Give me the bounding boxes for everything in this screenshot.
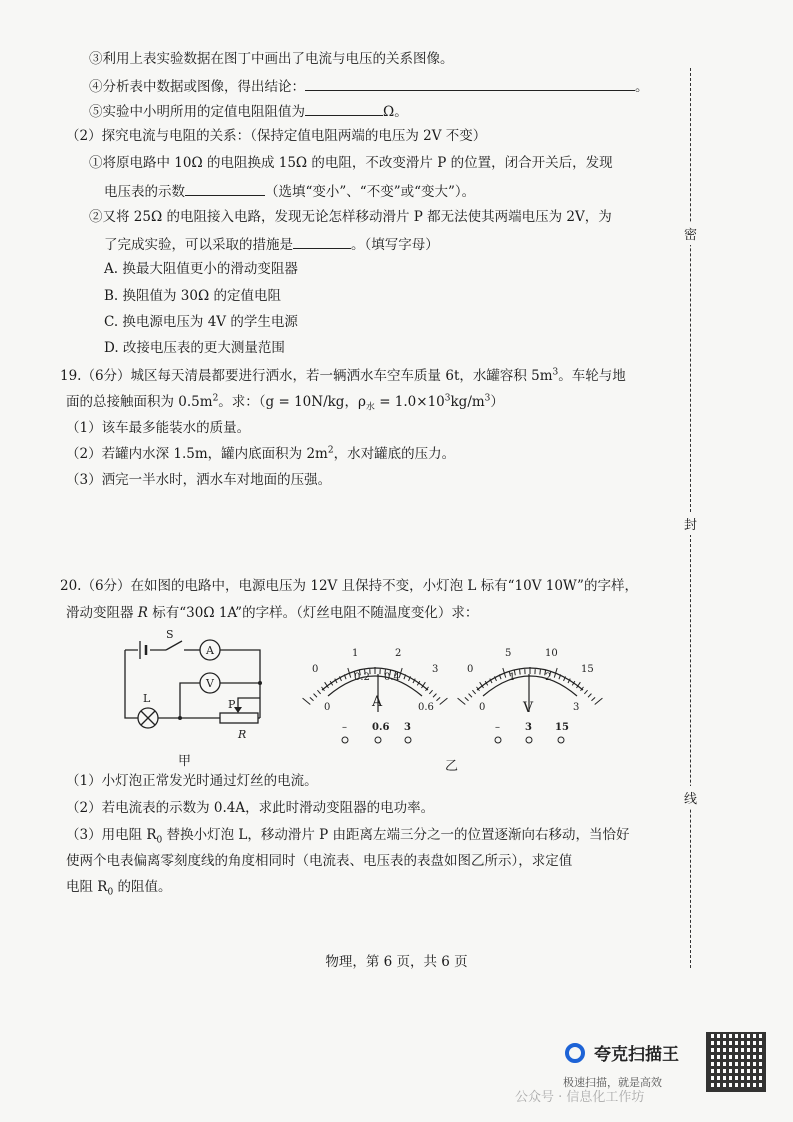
watermark-account: 公众号 · 信息化工作坊 (515, 1090, 645, 1105)
voltmeter-label: V (206, 677, 214, 690)
q18-part2-title: （2）探究电流与电阻的关系：（保持定值电阻两端的电压为 2V 不变） (66, 128, 487, 144)
terminal-label: 3 (525, 722, 532, 733)
dial-tick (310, 697, 314, 700)
inner-tick-label: 0 (324, 702, 331, 713)
page-footer: 物理，第 6 页，共 6 页 (325, 954, 468, 970)
q18-part2-q1-line1: ①将原电路中 10Ω 的电阻换成 15Ω 的电阻，不改变滑片 P 的位置，闭合开关后，发现 (89, 155, 613, 171)
outer-tick-label: 10 (545, 648, 558, 659)
answer-blank[interactable] (305, 101, 383, 116)
terminal-post (405, 737, 411, 743)
terminal-label: 3 (404, 722, 411, 733)
voltmeter-dial (455, 640, 605, 750)
meters-caption: 乙 (445, 759, 459, 774)
terminal-label: 15 (555, 722, 569, 733)
dial-tick (303, 698, 311, 704)
slider-label: P (228, 698, 236, 711)
terminal-label: – (342, 722, 347, 733)
junction-dot (178, 716, 182, 720)
lamp-label: L (143, 692, 151, 705)
rheostat-symbol (220, 713, 258, 723)
inner-tick-label: 0.4 (384, 672, 400, 683)
q20-sub3-line1: （3）用电阻 $R_0$ 替换小灯泡 L，移动滑片 P 由距离左端三分之一的位置逐渐向右移动，当恰好 (66, 827, 630, 846)
rheostat-label: R (238, 728, 247, 741)
terminal-label: – (495, 722, 500, 733)
circuit-diagram (110, 628, 280, 748)
scanner-logo-icon (565, 1043, 585, 1063)
seal-char-feng: 封 (684, 512, 697, 535)
circuit-wire (238, 698, 260, 706)
terminal-post (495, 737, 501, 743)
dial-tick (317, 690, 320, 694)
inner-tick-label: 0 (479, 702, 486, 713)
dial-tick (540, 670, 541, 675)
outer-tick-label: 0 (312, 664, 319, 675)
option-c: C. 换电源电压为 4V 的学生电源 (104, 314, 298, 330)
outer-tick-label: 2 (395, 648, 402, 659)
dial-tick (314, 694, 317, 698)
qr-code (706, 1032, 766, 1092)
terminal-label: 0.6 (372, 722, 390, 733)
terminal-post (375, 737, 381, 743)
q20-line2: 滑动变阻器 R 标有“30Ω 1A”的字样。（灯丝电阻不随温度变化）求： (66, 605, 479, 621)
inner-tick-label: 0.6 (418, 702, 434, 713)
dial-tick (584, 690, 587, 694)
q19-line2: 面的总接触面积为 $0.5m^2$。求：（g = 10N/kg，$\rho_水 = 1.0\times 10^3kg/m^3$） (66, 393, 504, 413)
outer-tick-label: 1 (352, 648, 359, 659)
terminal-post (558, 737, 564, 743)
q18-item4: ④分析表中数据或图像，得出结论： 。 (89, 76, 649, 96)
terminal-post (526, 737, 532, 743)
q20-sub3-line3: 电阻 $R_0$ 的阻值。 (66, 879, 172, 898)
dial-tick (429, 690, 432, 694)
answer-blank[interactable] (185, 181, 265, 196)
dial-tick (591, 697, 595, 700)
ammeter-label: A (206, 644, 214, 657)
answer-blank[interactable] (305, 76, 635, 91)
ammeter-dial (300, 640, 450, 750)
q19-sub1: （1）该车最多能装水的质量。 (66, 420, 251, 436)
q20-line1: 20.（6分）在如图的电路中，电源电压为 12V 且保持不变，小灯泡 L 标有“10V 10W”的字样， (60, 578, 638, 594)
meter-letter: A (372, 694, 383, 710)
seal-char-mi: 密 (684, 222, 697, 245)
dial-arc (483, 676, 577, 696)
outer-tick-label: 15 (581, 664, 594, 675)
inner-tick-label: 2 (545, 672, 552, 683)
dial-arc (328, 676, 422, 696)
circuit-wire (125, 650, 138, 718)
option-d: D. 改接电压表的更大测量范围 (104, 340, 285, 356)
q18-part2-q2-line2: 了完成实验，可以采取的措施是 。（填写字母） (104, 234, 439, 254)
dial-tick (465, 697, 469, 700)
q19-line1: 19.（6分）城区每天清晨都要进行洒水，若一辆洒水车空车质量 6t，水罐容积 $5m^3$。车轮与地 (60, 367, 626, 384)
q19-sub3: （3）洒完一半水时，洒水车对地面的压强。 (66, 472, 332, 488)
inner-tick-label: 0.2 (354, 672, 370, 683)
q18-item5: ⑤实验中小明所用的定值电阻阻值为 Ω。 (89, 101, 408, 121)
watermark-slogan: 极速扫描，就是高效 (563, 1076, 662, 1089)
dial-tick (472, 690, 475, 694)
junction-dot (258, 681, 262, 685)
q20-sub2: （2）若电流表的示数为 0.4A，求此时滑动变阻器的电功率。 (66, 800, 435, 816)
dial-tick (520, 670, 521, 675)
outer-tick-label: 0 (467, 664, 474, 675)
seal-char-xian: 线 (684, 786, 697, 809)
dial-tick (469, 694, 472, 698)
circuit-caption: 甲 (178, 754, 192, 769)
option-a: A. 换最大阻值更小的滑动变阻器 (104, 261, 298, 277)
dial-tick (588, 694, 591, 698)
dial-tick (458, 698, 466, 704)
meter-letter: V (523, 700, 534, 716)
answer-blank[interactable] (293, 234, 351, 249)
outer-tick-label: 3 (432, 664, 439, 675)
dial-tick (436, 697, 440, 700)
inner-tick-label: 3 (573, 702, 580, 713)
watermark-brand: 夸克扫描王 (594, 1045, 679, 1065)
dial-tick (433, 694, 436, 698)
q18-part2-q2-line1: ②又将 25Ω 的电阻接入电路，发现无论怎样移动滑片 P 都无法使其两端电压为 2V，为 (89, 209, 612, 225)
q20-sub1: （1）小灯泡正常发光时通过灯丝的电流。 (66, 773, 318, 789)
circuit-wire (180, 683, 200, 718)
switch-label: S (166, 628, 174, 641)
q20-sub3-line2: 使两个电表偏离零刻度线的角度相同时（电流表、电压表的表盘如图乙所示），求定值 (66, 853, 573, 869)
inner-tick-label: 1 (509, 672, 516, 683)
outer-tick-label: 5 (505, 648, 512, 659)
q18-part2-q1-line2: 电压表的示数 （选填“变小”、“不变”或“变大”）。 (104, 181, 475, 201)
dial-tick (440, 698, 448, 704)
switch-blade (166, 641, 182, 650)
option-b: B. 换阻值为 30Ω 的定值电阻 (104, 288, 281, 304)
dial-tick (595, 698, 603, 704)
q19-sub2: （2）若罐内水深 1.5m，罐内底面积为 $2m^2$，水对罐底的压力。 (66, 445, 456, 462)
terminal-post (342, 737, 348, 743)
q18-item3: ③利用上表实验数据在图丁中画出了电流与电压的关系图像。 (89, 51, 454, 67)
